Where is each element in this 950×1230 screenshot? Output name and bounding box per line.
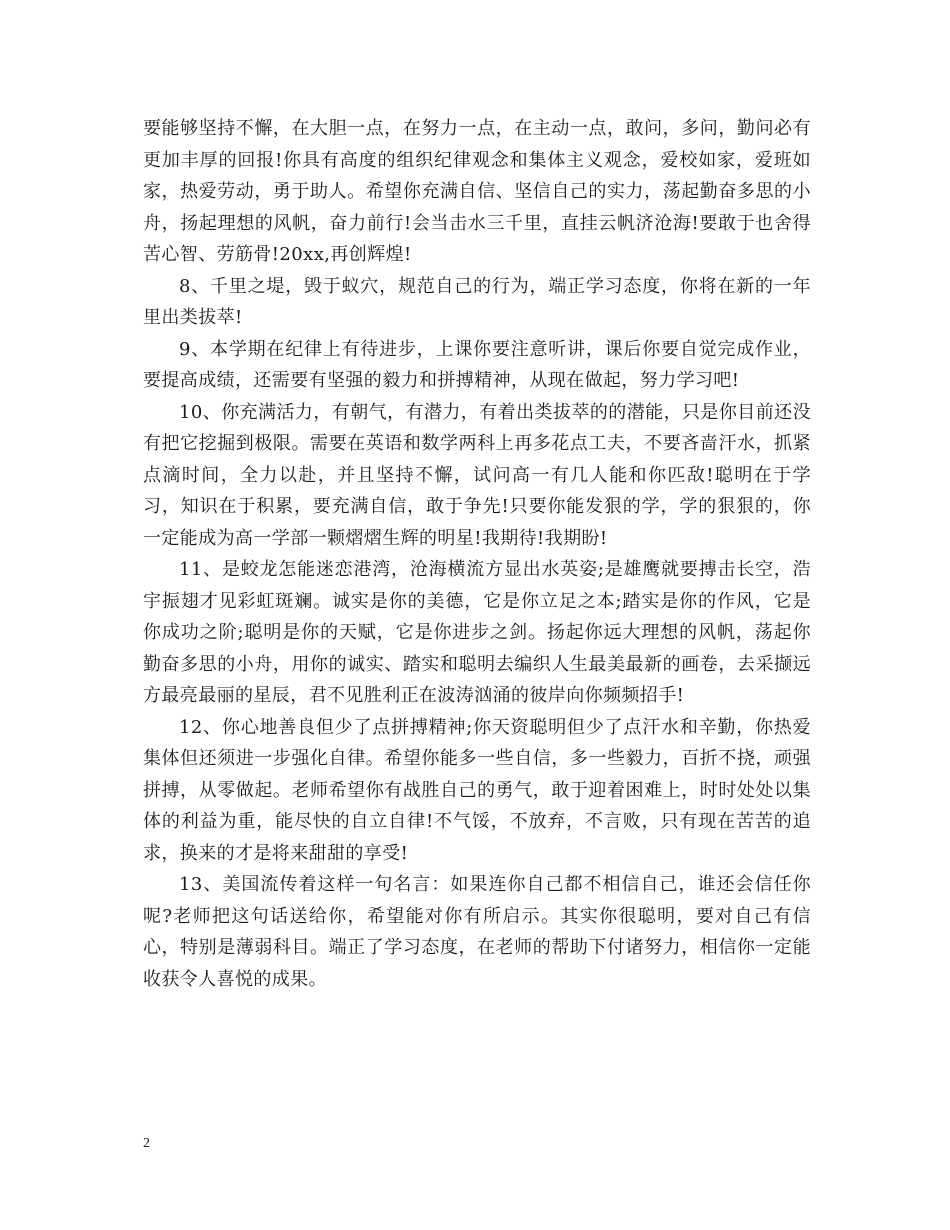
paragraph-item-9: 9、本学期在纪律上有待进步，上课你要注意听讲，课后你要自觉完成作业，要提高成绩，还需要有坚强的毅力和拼搏精神，从现在做起，努力学习吧!	[143, 338, 811, 391]
paragraph-item-13: 13、美国流传着这样一句名言：如果连你自己都不相信自己，谁还会信任你呢?老师把这句话送给你，希望能对你有所启示。其实你很聪明，要对自己有信心，特别是薄弱科目。端正了学习态度，在老师的帮助下付诸努力，相信你一定能收获令人喜悦的成果。	[143, 874, 811, 990]
document-body	[143, 113, 811, 995]
paragraph-item-8: 8、千里之堤，毁于蚁穴，规范自己的行为，端正学习态度，你将在新的一年里出类拔萃!	[143, 275, 811, 328]
paragraph-item-12: 12、你心地善良但少了点拼搏精神;你天资聪明但少了点汗水和辛勤，你热爱集体但还须进一步强化自律。希望你能多一些自信，多一些毅力，百折不挠，顽强拼搏，从零做起。老师希望你有战胜自己的勇气，敢于迎着困难上，时时处处以集体的利益为重，能尽快的自立自律!不气馁，不放弃，不言败，只有现在苦苦的追求，换来的才是将来甜甜的享受!	[143, 716, 811, 864]
page-number: 2	[143, 1136, 150, 1151]
paragraph-item-10: 10、你充满活力，有朝气，有潜力，有着出类拔萃的的潜能，只是你目前还没有把它挖掘到极限。需要在英语和数学两科上再多花点工夫，不要吝啬汗水，抓紧点滴时间，全力以赴，并且坚持不懈，试问高一有几人能和你匹敌!聪明在于学习，知识在于积累，要充满自信，敢于争先!只要你能发狠的学，学的狠狠的，你一定能成为高一学部一颗熠熠生辉的明星!我期待!我期盼!	[143, 401, 811, 549]
paragraph-item-11: 11、是蛟龙怎能迷恋港湾，沧海横流方显出水英姿;是雄鹰就要搏击长空，浩宇振翅才见彩虹斑斓。诚实是你的美德，它是你立足之本;踏实是你的作风，它是你成功之阶;聪明是你的天赋，它是你进步之剑。扬起你远大理想的风帆，荡起你勤奋多思的小舟，用你的诚实、踏实和聪明去编织人生最美最新的画卷，去采撷远方最亮最丽的星辰，君不见胜利正在波涛汹涌的彼岸向你频频招手!	[143, 559, 811, 706]
paragraph-continuation: 要能够坚持不懈，在大胆一点，在努力一点，在主动一点，敢问，多问，勤问必有更加丰厚的回报!你具有高度的组织纪律观念和集体主义观念，爱校如家，爱班如家，热爱劳动，勇于助人。希望你充满自信、坚信自己的实力，荡起勤奋多思的小舟，扬起理想的风帆，奋力前行!会当击水三千里，直挂云帆济沧海!要敢于也舍得苦心智、劳筋骨!20xx,再创辉煌!	[143, 118, 811, 265]
